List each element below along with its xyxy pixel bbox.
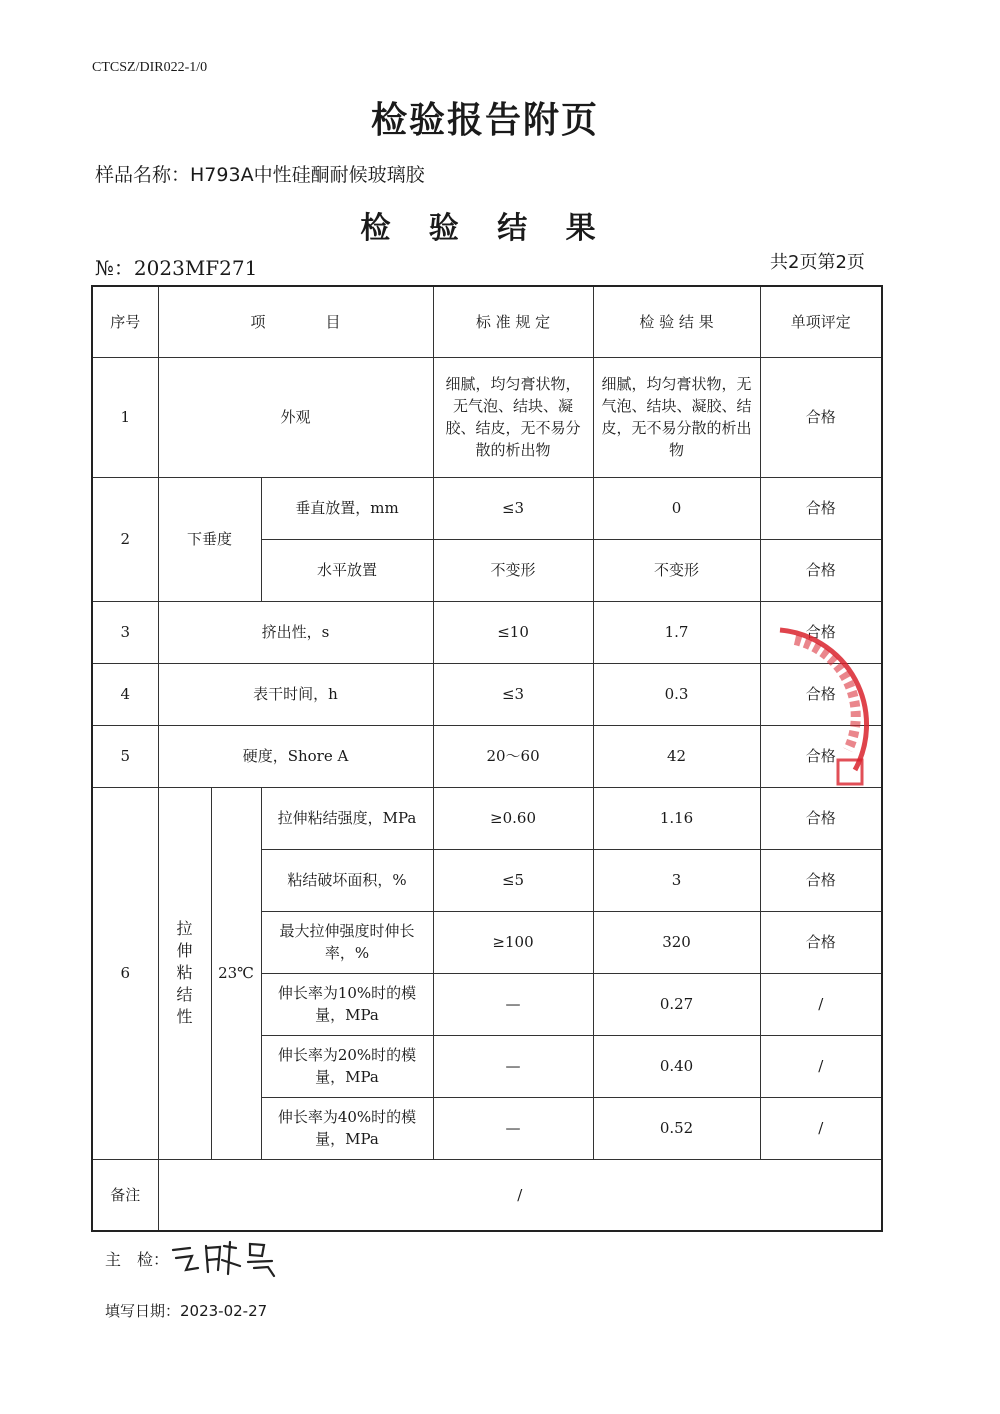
row-result: 不变形: [593, 539, 760, 601]
row-standard: —: [433, 1035, 593, 1097]
table-header-row: [92, 286, 882, 357]
row-item: 最大拉伸强度时伸长率，%: [261, 911, 433, 973]
inspector-signature: [168, 1236, 298, 1281]
row-judgement: 合格: [760, 849, 882, 911]
header-judgement: 单项评定: [760, 286, 882, 357]
row-result: 0.27: [593, 973, 760, 1035]
row-result: 0: [593, 477, 760, 539]
row-item: 伸长率为10%时的模量，MPa: [261, 973, 433, 1035]
row-judgement: 合格: [760, 787, 882, 849]
row-seq: 6: [92, 787, 158, 1159]
table-row: [92, 477, 882, 539]
row-standard: ≤5: [433, 849, 593, 911]
document-code: CTCSZ/DIR022-1/0: [92, 60, 208, 75]
fill-date: 填写日期：2023-02-27: [105, 1302, 268, 1320]
sample-name-value: H793A中性硅酮耐候玻璃胶: [190, 164, 425, 186]
row-result: 0.3: [593, 663, 760, 725]
header-item: 项 目: [158, 286, 433, 357]
row-standard: 20～60: [433, 725, 593, 787]
row-item: 伸长率为20%时的模量，MPa: [261, 1035, 433, 1097]
row-item: 垂直放置，mm: [261, 477, 433, 539]
row-judgement: /: [760, 1035, 882, 1097]
row-standard: ≤10: [433, 601, 593, 663]
row-judgement: /: [760, 1097, 882, 1159]
official-stamp: [760, 600, 910, 800]
row-item: 水平放置: [261, 539, 433, 601]
row-judgement: 合格: [760, 357, 882, 477]
row-standard: ≤3: [433, 477, 593, 539]
row-result: 1.16: [593, 787, 760, 849]
remarks-row: [92, 1159, 882, 1231]
row-result: 1.7: [593, 601, 760, 663]
row-result: 0.52: [593, 1097, 760, 1159]
row-result: 细腻，均匀膏状物，无气泡、结块、凝胶、结皮，无不易分散的析出物: [593, 357, 760, 477]
row-seq: 2: [92, 477, 158, 601]
row-item: 外观: [158, 357, 433, 477]
row-judgement: /: [760, 973, 882, 1035]
table-row: [92, 357, 882, 477]
row-seq: 4: [92, 663, 158, 725]
header-standard: 标 准 规 定: [433, 286, 593, 357]
row-judgement: 合格: [760, 725, 882, 787]
row-judgement: 合格: [760, 663, 882, 725]
header-seq: 序号: [92, 286, 158, 357]
row-item: 表干时间，h: [158, 663, 433, 725]
row-item: 挤出性，s: [158, 601, 433, 663]
row-seq: 1: [92, 357, 158, 477]
row-result: 320: [593, 911, 760, 973]
row-standard: —: [433, 1097, 593, 1159]
remarks-label: 备注: [92, 1159, 158, 1231]
row-judgement: 合格: [760, 477, 882, 539]
row-standard: 细腻，均匀膏状物，无气泡、结块、凝胶、结皮，无不易分散的析出物: [433, 357, 593, 477]
row-result: 42: [593, 725, 760, 787]
row-condition: 23℃: [211, 787, 261, 1159]
row-group: 下垂度: [158, 477, 261, 601]
row-seq: 3: [92, 601, 158, 663]
row-item: 硬度，Shore A: [158, 725, 433, 787]
report-number: №：2023MF271: [95, 256, 258, 280]
row-item: 拉伸粘结强度，MPa: [261, 787, 433, 849]
page-title: 检验报告附页: [370, 100, 599, 141]
row-judgement: 合格: [760, 539, 882, 601]
row-standard: ≥0.60: [433, 787, 593, 849]
sample-name-line: [95, 160, 425, 187]
row-result: 0.40: [593, 1035, 760, 1097]
row-seq: 5: [92, 725, 158, 787]
row-group-label: 拉伸粘结性: [176, 919, 193, 1026]
row-standard: ≥100: [433, 911, 593, 973]
inspector-label: 主 检：: [105, 1250, 170, 1269]
row-item: 伸长率为40%时的模量，MPa: [261, 1097, 433, 1159]
row-item: 粘结破坏面积，%: [261, 849, 433, 911]
remarks-value: /: [158, 1159, 882, 1231]
row-result: 3: [593, 849, 760, 911]
row-group: [158, 787, 211, 1159]
row-judgement: 合格: [760, 911, 882, 973]
row-standard: ≤3: [433, 663, 593, 725]
results-subtitle: 检 验 结 果: [360, 211, 610, 246]
page-indicator: 共2页第2页: [770, 252, 865, 273]
header-result: 检 验 结 果: [593, 286, 760, 357]
row-judgement: 合格: [760, 601, 882, 663]
row-standard: 不变形: [433, 539, 593, 601]
row-standard: —: [433, 973, 593, 1035]
sample-name-label: 样品名称：: [95, 164, 191, 186]
